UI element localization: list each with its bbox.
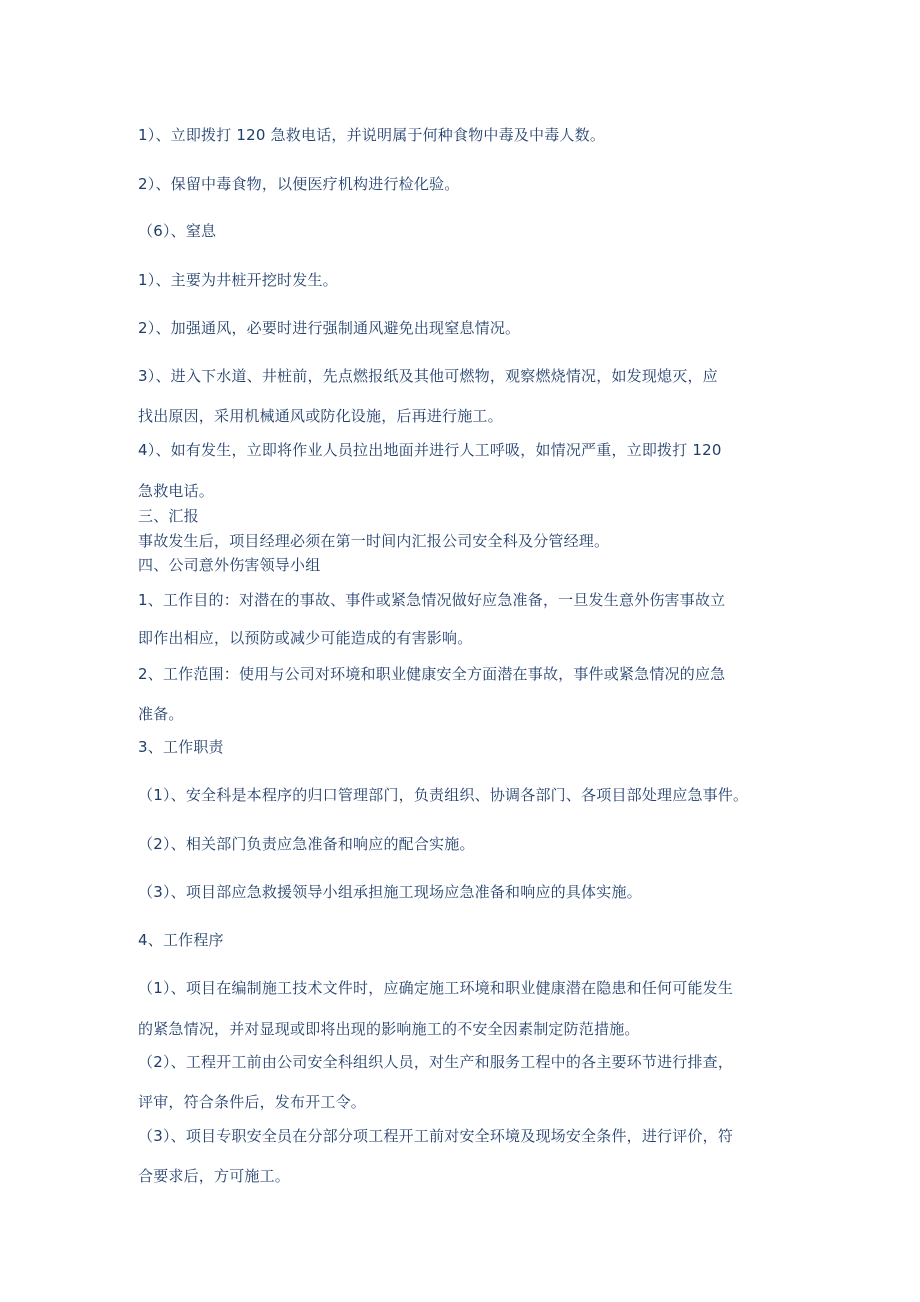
text-line: 的紧急情况，并对显现或即将出现的影响施工的不安全因素制定防范措施。 (138, 1020, 640, 1038)
text-line: 2、工作范围：使用与公司对环境和职业健康安全方面潜在事故，事件或紧急情况的应急 (138, 665, 726, 683)
text-line: 4）、如有发生，立即将作业人员拉出地面并进行人工呼吸，如情况严重，立即拨打 120 (138, 441, 722, 459)
text-line: 1、工作目的：对潜在的事故、事件或紧急情况做好应急准备，一旦发生意外伤害事故立 (138, 591, 726, 609)
text-line: （1）、项目在编制施工技术文件时，应确定施工环境和职业健康潜在隐患和任何可能发生 (138, 979, 734, 997)
section-heading: 三、汇报 (138, 507, 199, 525)
section-heading: 4、工作程序 (138, 931, 224, 949)
section-heading: 3、工作职责 (138, 738, 224, 756)
text-line: 2）、加强通风，必要时进行强制通风避免出现窒息情况。 (138, 319, 521, 337)
text-line: （2）、相关部门负责应急准备和响应的配合实施。 (138, 835, 475, 853)
text-line: 合要求后，方可施工。 (138, 1167, 291, 1185)
text-line: 准备。 (138, 705, 184, 723)
section-heading: 四、公司意外伤害领导小组 (138, 556, 321, 574)
text-line: 即作出相应，以预防或减少可能造成的有害影响。 (138, 629, 473, 647)
text-line: 事故发生后，项目经理必须在第一时间内汇报公司安全科及分管经理。 (138, 532, 610, 550)
text-line: （3）、项目专职安全员在分部分项工程开工前对安全环境及现场安全条件，进行评价，符 (138, 1127, 734, 1145)
text-line: 评审，符合条件后，发布开工令。 (138, 1093, 367, 1111)
text-line: 急救电话。 (138, 482, 215, 500)
text-line: （2）、工程开工前由公司安全科组织人员，对生产和服务工程中的各主要环节进行排查， (138, 1053, 734, 1071)
text-line: 3）、进入下水道、井桩前，先点燃报纸及其他可燃物，观察燃烧情况，如发现熄灭，应 (138, 367, 718, 385)
text-line: （6）、窒息 (138, 222, 217, 240)
text-line: （1）、安全科是本程序的归口管理部门，负责组织、协调各部门、各项目部处理应急事件。 (138, 786, 749, 804)
text-line: 1）、立即拨打 120 急救电话，并说明属于何种食物中毒及中毒人数。 (138, 126, 606, 144)
text-line: 2）、保留中毒食物，以便医疗机构进行检化验。 (138, 175, 460, 193)
text-line: 1）、主要为井桩开挖时发生。 (138, 271, 338, 289)
text-line: （3）、项目部应急救援领导小组承担施工现场应急准备和响应的具体实施。 (138, 883, 642, 901)
text-line: 找出原因，采用机械通风或防化设施，后再进行施工。 (138, 407, 503, 425)
